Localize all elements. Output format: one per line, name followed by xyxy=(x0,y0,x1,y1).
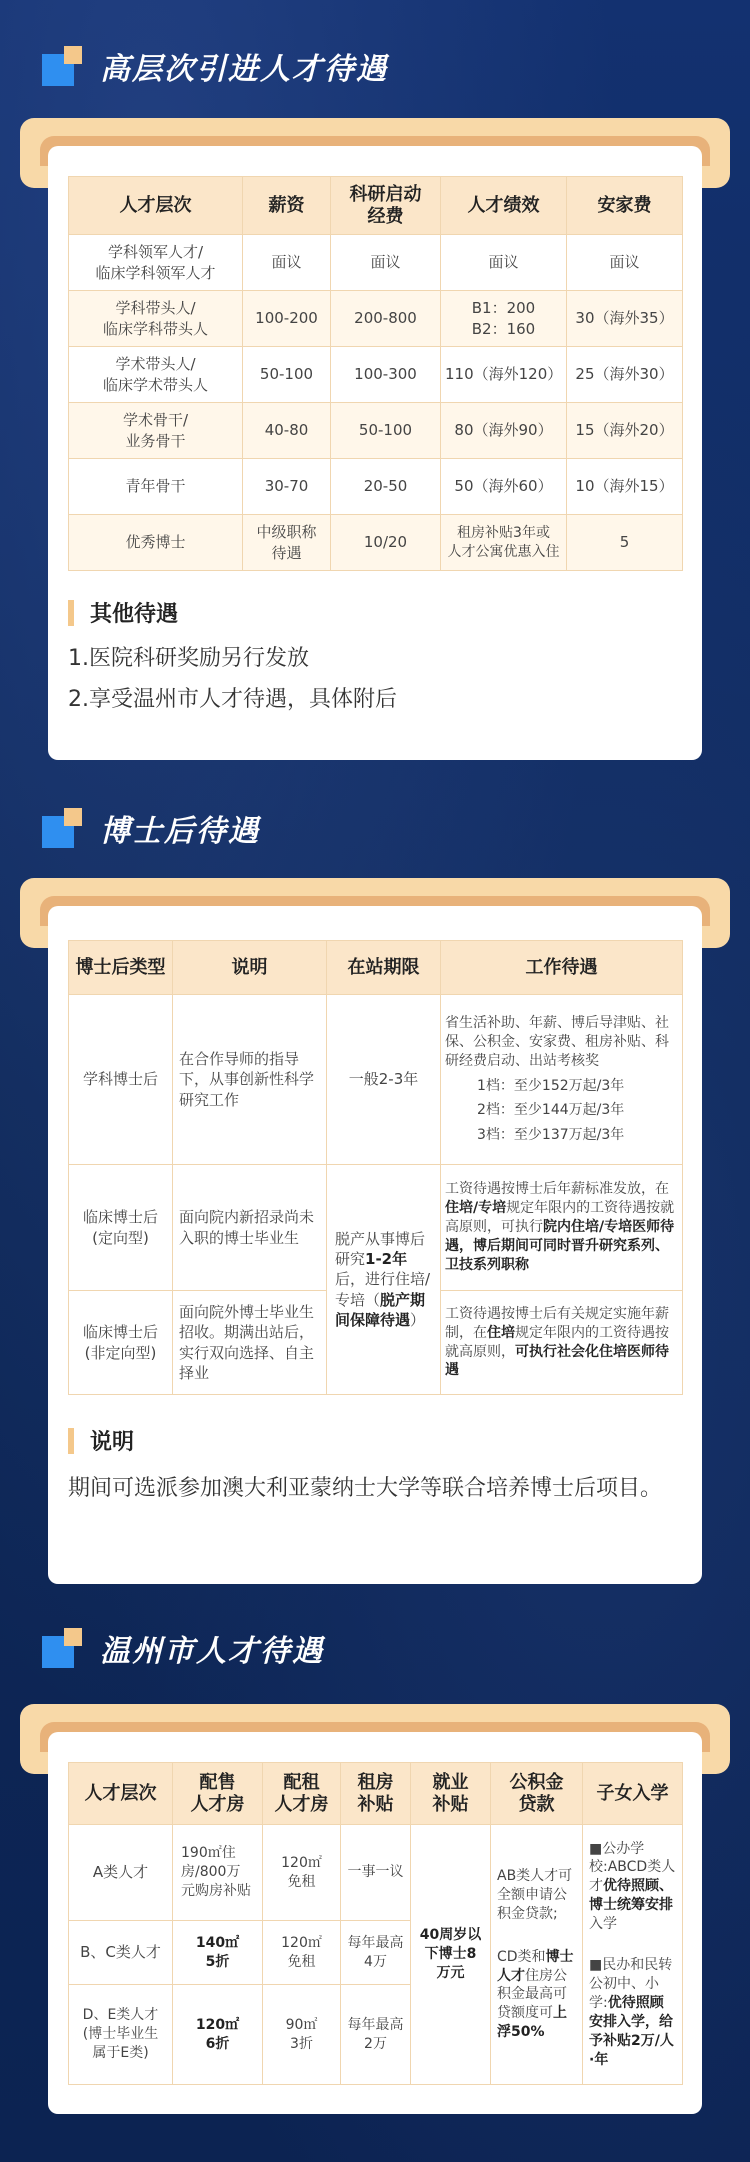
th-rent-house: 配租 人才房 xyxy=(263,1763,341,1825)
cell: 青年骨干 xyxy=(69,459,243,515)
square-icon xyxy=(42,46,82,86)
cell: 40周岁以下博士8万元 xyxy=(411,1825,491,2085)
cell: 50-100 xyxy=(331,403,441,459)
text: 优待照顾安排入学，给予补贴2万/人·年 xyxy=(589,1994,674,2068)
cell: 一事一议 xyxy=(341,1825,411,1921)
th-term: 在站期限 xyxy=(327,941,441,995)
table-row xyxy=(69,347,683,403)
th-level: 人才层次 xyxy=(69,1763,173,1825)
text: 脱产从事博后研究 xyxy=(335,1229,426,1269)
cell: 面议 xyxy=(243,235,331,291)
cell: 10/20 xyxy=(331,515,441,571)
text: 规定年限内的工资待遇按就高原则， xyxy=(445,1324,669,1360)
card-high-level xyxy=(48,146,702,760)
table-row xyxy=(69,403,683,459)
text: 工资待遇按博士后有关规定实施年薪制，在 xyxy=(445,1305,669,1341)
cell: 120㎡ 免租 xyxy=(263,1921,341,1985)
cell: A类人才 xyxy=(69,1825,173,1921)
table-row xyxy=(69,1165,683,1291)
th-level: 人才层次 xyxy=(69,177,243,235)
cell: 140㎡ 5折 xyxy=(173,1921,263,1985)
cell: 在合作导师的指导下，从事创新性科学研究工作 xyxy=(173,995,327,1165)
cell: 50（海外60） xyxy=(441,459,567,515)
table-row xyxy=(69,1825,683,1921)
other-item-1: 1.医院科研奖励另行发放 xyxy=(68,646,309,671)
cell: 每年最高 2万 xyxy=(341,1985,411,2085)
cell: 200-800 xyxy=(331,291,441,347)
cell: 190㎡住房/800万元购房补贴 xyxy=(173,1825,263,1921)
section-title-text: 温州市人才待遇 xyxy=(100,1634,324,1669)
cell xyxy=(441,1291,683,1395)
cell: 50-100 xyxy=(243,347,331,403)
cell: 面向院外博士毕业生招收。期满出站后，实行双向选择、自主择业 xyxy=(173,1291,327,1395)
th-desc: 说明 xyxy=(173,941,327,995)
treat-intro: 省生活补助、年薪、博后导津贴、社保、公积金、安家费、租房补贴、科研经费启动、出站考核奖 xyxy=(445,1014,669,1069)
cell: 30-70 xyxy=(243,459,331,515)
cell xyxy=(327,1165,441,1395)
wenzhou-table xyxy=(68,1762,683,2085)
text: 后，进行住培/专培（ xyxy=(335,1270,431,1309)
text: AB类人才可全额申请公积金贷款; xyxy=(497,1867,573,1922)
table-row xyxy=(69,235,683,291)
cell: D、E类人才 (博士毕业生 属于E类) xyxy=(69,1985,173,2085)
postdoc-table xyxy=(68,940,683,1395)
square-icon xyxy=(42,1628,82,1668)
note-title xyxy=(68,1425,682,1456)
text: CD类和 xyxy=(497,1948,546,1965)
text: 住房公积金最高可贷额度可 xyxy=(497,1967,567,2022)
table-row xyxy=(69,291,683,347)
text: 博士人才 xyxy=(497,1948,574,1984)
text: ■公办学校:ABCD类人才 xyxy=(589,1840,676,1895)
cell: 学科领军人才/ 临床学科领军人才 xyxy=(69,235,243,291)
cell xyxy=(491,1825,583,2085)
card-postdoc xyxy=(48,906,702,1584)
note-text: 期间可选派参加澳大利亚蒙纳士大学等联合培养博士后项目。 xyxy=(68,1476,663,1501)
cell: 110（海外120） xyxy=(441,347,567,403)
text: 院内住培/专培医师待遇，博后期间可同时晋升研究系列、卫技系列职称 xyxy=(445,1219,675,1273)
text: 工资待遇按博士后年薪标准发放，在 xyxy=(445,1181,669,1198)
cell: 15（海外20） xyxy=(567,403,683,459)
text: 可执行社会化住培医师待遇 xyxy=(445,1343,669,1379)
th-rent-subsidy: 租房 补贴 xyxy=(341,1763,411,1825)
text: 住培/专培 xyxy=(445,1200,507,1217)
cell: 120㎡ 免租 xyxy=(263,1825,341,1921)
th-sale-house: 配售 人才房 xyxy=(173,1763,263,1825)
other-title-text: 其他待遇 xyxy=(90,602,179,627)
text: ■民办和民转公初中、小学: xyxy=(589,1957,673,2011)
cell: 40-80 xyxy=(243,403,331,459)
text: ） xyxy=(410,1310,426,1329)
cell: 120㎡ 6折 xyxy=(173,1985,263,2085)
th-house: 安家费 xyxy=(567,177,683,235)
tier: 3档：至少137万起/3年 xyxy=(477,1127,625,1144)
th-school: 子女入学 xyxy=(583,1763,683,1825)
cell: 临床博士后 (定向型) xyxy=(69,1165,173,1291)
cell xyxy=(441,995,683,1165)
other-item-2: 2.享受温州市人才待遇，具体附后 xyxy=(68,687,397,713)
cell: 100-300 xyxy=(331,347,441,403)
th-treat: 工作待遇 xyxy=(441,941,683,995)
section-title-wenzhou xyxy=(42,1626,324,1670)
cell: 面议 xyxy=(331,235,441,291)
table-row xyxy=(69,515,683,571)
section-title-text: 高层次引进人才待遇 xyxy=(100,52,388,87)
cell: 学科带头人/ 临床学科带头人 xyxy=(69,291,243,347)
th-employment: 就业 补贴 xyxy=(411,1763,491,1825)
cell: 20-50 xyxy=(331,459,441,515)
cell: 学术带头人/ 临床学术带头人 xyxy=(69,347,243,403)
cell: 学科博士后 xyxy=(69,995,173,1165)
text: 入学 xyxy=(589,1916,617,1933)
text: 脱产期间保障待遇 xyxy=(335,1290,426,1329)
other-benefits-title xyxy=(68,597,682,628)
th-salary: 薪资 xyxy=(243,177,331,235)
cell: 中级职称 待遇 xyxy=(243,515,331,571)
cell: 每年最高 4万 xyxy=(341,1921,411,1985)
cell xyxy=(583,1825,683,2085)
cell xyxy=(441,1165,683,1291)
cell: B、C类人才 xyxy=(69,1921,173,1985)
card-wenzhou xyxy=(48,1732,702,2114)
table-row xyxy=(69,995,683,1165)
cell: 优秀博士 xyxy=(69,515,243,571)
cell: 25（海外30） xyxy=(567,347,683,403)
cell: 5 xyxy=(567,515,683,571)
talent-table xyxy=(68,176,683,571)
cell: 80（海外90） xyxy=(441,403,567,459)
text: 上浮50% xyxy=(497,2005,567,2041)
cell: 10（海外15） xyxy=(567,459,683,515)
cell: 面向院内新招录尚未入职的博士毕业生 xyxy=(173,1165,327,1291)
tier: 2档：至少144万起/3年 xyxy=(477,1102,625,1119)
text: 规定年限内的工资待遇按就高原则，可执行 xyxy=(445,1200,675,1236)
th-type: 博士后类型 xyxy=(69,941,173,995)
cell: 100-200 xyxy=(243,291,331,347)
cell: B1：200 B2：160 xyxy=(441,291,567,347)
th-fund: 科研启动 经费 xyxy=(331,177,441,235)
tier: 1档：至少152万起/3年 xyxy=(477,1077,625,1094)
th-fund-loan: 公积金 贷款 xyxy=(491,1763,583,1825)
cell: 学术骨干/ 业务骨干 xyxy=(69,403,243,459)
cell: 90㎡ 3折 xyxy=(263,1985,341,2085)
section-title-high-level xyxy=(42,44,388,88)
cell: 租房补贴3年或 人才公寓优惠入住 xyxy=(441,515,567,571)
text: 住培 xyxy=(487,1324,515,1341)
table-row xyxy=(69,459,683,515)
th-perf: 人才绩效 xyxy=(441,177,567,235)
square-icon xyxy=(42,808,82,848)
section-title-postdoc xyxy=(42,806,260,850)
section-title-text: 博士后待遇 xyxy=(100,814,260,849)
note-title-text: 说明 xyxy=(90,1430,135,1455)
text: 1-2年 xyxy=(365,1250,408,1269)
cell: 面议 xyxy=(567,235,683,291)
cell: 一般2-3年 xyxy=(327,995,441,1165)
cell: 30（海外35） xyxy=(567,291,683,347)
text: 优待照顾、博士统筹安排 xyxy=(589,1878,673,1914)
cell: 临床博士后 (非定向型) xyxy=(69,1291,173,1395)
cell: 面议 xyxy=(441,235,567,291)
